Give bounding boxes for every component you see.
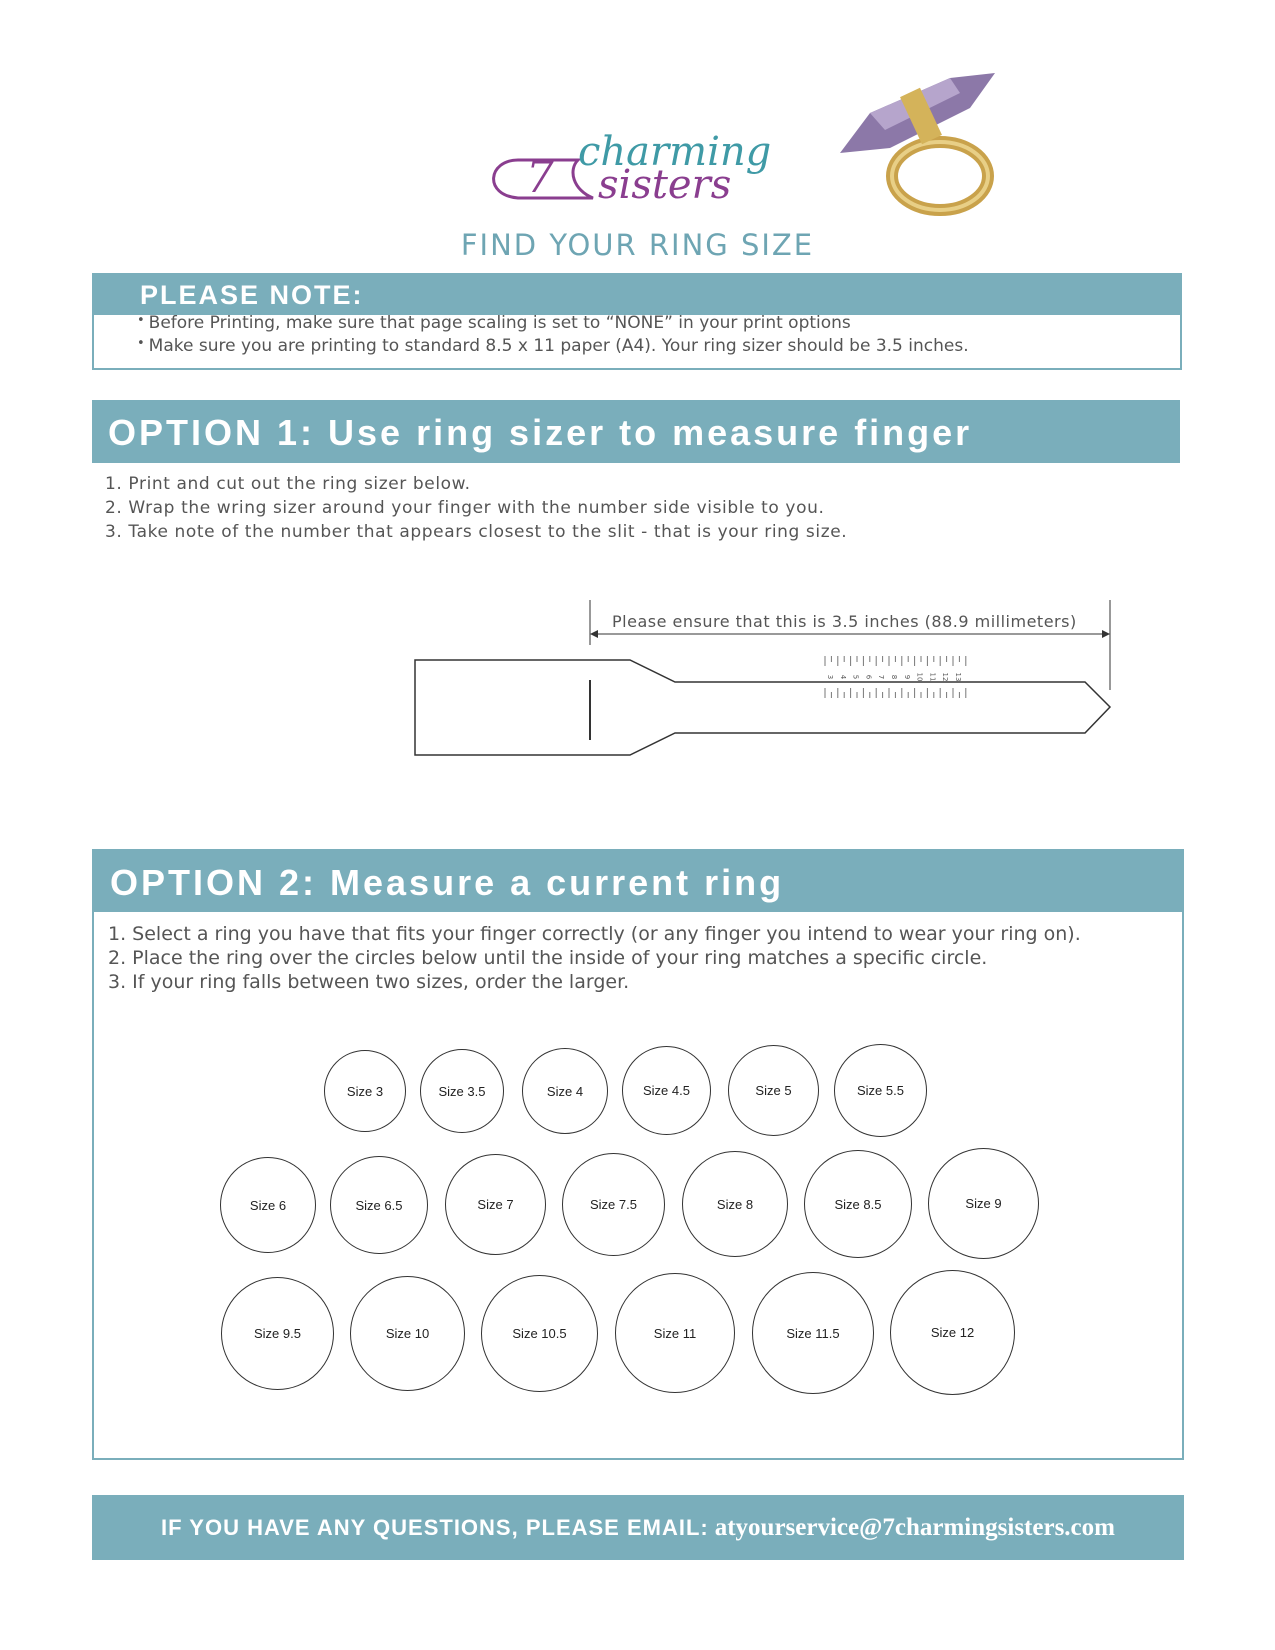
option1-heading: OPTION 1: Use ring sizer to measure finger xyxy=(108,412,973,453)
size-circle: Size 12 xyxy=(890,1270,1015,1395)
scale-number: 4 xyxy=(838,674,847,680)
sizer-length-note: Please ensure that this is 3.5 inches (88.9 millimeters) xyxy=(612,612,1077,631)
option2-heading: OPTION 2: Measure a current ring xyxy=(110,862,785,903)
footer-contact xyxy=(92,1495,1184,1560)
option1-step: 3. Take note of the number that appears closest to the slit - that is your ring size. xyxy=(105,522,848,542)
logo-word-sisters: sisters xyxy=(598,162,732,208)
size-circle: Size 6 xyxy=(220,1157,316,1253)
size-circle: Size 3.5 xyxy=(420,1049,504,1133)
footer-email: atyourservice@7charmingsisters.com xyxy=(714,1513,1115,1541)
option2-steps xyxy=(108,922,1081,994)
brand-logo xyxy=(478,120,818,220)
option2-step: 2. Place the ring over the circles below until the inside of your ring matches a specific circle. xyxy=(108,947,988,969)
size-circle: Size 8.5 xyxy=(804,1150,912,1258)
scale-number: 6 xyxy=(864,674,873,680)
sizer-scale xyxy=(825,656,966,698)
footer-label: IF YOU HAVE ANY QUESTIONS, PLEASE EMAIL: xyxy=(161,1514,709,1540)
scale-number: 5 xyxy=(851,674,860,680)
size-circle: Size 9 xyxy=(928,1148,1039,1259)
note-item: • Make sure you are printing to standard 8.5 x 11 paper (A4). Your ring sizer should be 3.5 inches. xyxy=(137,336,969,356)
size-circle: Size 5.5 xyxy=(834,1044,927,1137)
scale-number: 12 xyxy=(941,672,950,682)
option1-step: 2. Wrap the wring sizer around your finger with the number side visible to you. xyxy=(105,498,825,518)
logo-word-charming: charming xyxy=(578,129,772,175)
size-circle: Size 8 xyxy=(682,1151,788,1257)
scale-number: 3 xyxy=(826,674,834,680)
size-circle: Size 5 xyxy=(728,1045,819,1136)
option1-steps xyxy=(105,472,847,544)
scale-number: 11 xyxy=(928,672,937,682)
size-circle: Size 11 xyxy=(615,1273,735,1393)
size-circle: Size 11.5 xyxy=(752,1272,874,1394)
size-circle: Size 10.5 xyxy=(481,1275,598,1392)
note-heading: PLEASE NOTE: xyxy=(140,280,364,310)
option2-step: 1. Select a ring you have that fits your finger correctly (or any finger you intend to wear your ring on). xyxy=(108,923,1081,945)
size-circle: Size 9.5 xyxy=(221,1277,334,1390)
option2-step: 3. If your ring falls between two sizes, order the larger. xyxy=(108,971,630,993)
note-item: • Before Printing, make sure that page scaling is set to “NONE” in your print options xyxy=(137,313,851,333)
size-circle: Size 10 xyxy=(350,1276,465,1391)
scale-number: 7 xyxy=(877,674,886,680)
logo-numeral: 7 xyxy=(526,152,554,203)
size-circle: Size 6.5 xyxy=(330,1156,428,1254)
page-title: FIND YOUR RING SIZE xyxy=(460,228,815,262)
amethyst-ring-image xyxy=(830,68,1010,218)
size-circle: Size 4 xyxy=(522,1048,608,1134)
scale-number: 10 xyxy=(915,672,924,682)
scale-number: 8 xyxy=(890,674,898,680)
option1-step: 1. Print and cut out the ring sizer below. xyxy=(105,474,471,494)
scale-number: 13 xyxy=(954,672,962,682)
scale-number: 9 xyxy=(902,674,911,680)
size-circle: Size 7 xyxy=(445,1154,546,1255)
size-circle: Size 7.5 xyxy=(562,1153,665,1256)
size-circle: Size 4.5 xyxy=(622,1046,711,1135)
size-circle: Size 3 xyxy=(324,1050,406,1132)
